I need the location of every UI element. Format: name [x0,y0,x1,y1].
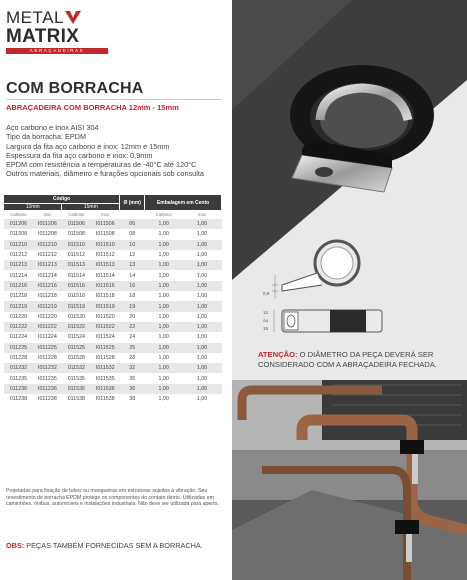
cell-pack-carbono: 1,00 [145,301,183,311]
dim-width-b: 15 [263,326,269,331]
cell-pack-inox: 1,00 [183,312,222,322]
cell-pack-carbono: 1,00 [145,353,183,363]
title-divider [6,99,221,100]
cell-code-15-inox: I011532 [91,363,120,373]
cell-diameter: 22 [120,322,145,332]
brand-line1: METAL [6,8,64,27]
cell-code-15-carbono: 011514 [62,270,91,280]
cell-code-12-inox: I011222 [33,322,62,332]
cell-pack-carbono: 1,00 [145,394,183,404]
cell-diameter: 12 [120,250,145,260]
obs-label: OBS: [6,541,25,550]
cell-pack-carbono: 1,00 [145,312,183,322]
cell-code-12-carbono: 011214 [4,270,33,280]
table-row [4,270,222,280]
page-title: COM BORRACHA [6,80,144,97]
table-row [4,373,222,383]
cell-code-12-carbono: 011228 [4,353,33,363]
cell-code-12-inox: I011212 [33,250,62,260]
spec-line: Espessura da fita aço carbono e inox: 0,9mm [6,150,153,160]
cell-diameter: 25 [120,343,145,353]
cell-code-12-inox: I011218 [33,291,62,301]
cell-code-15-inox: I011538 [91,394,120,404]
cell-diameter: 14 [120,270,145,280]
cell-pack-carbono: 1,00 [145,250,183,260]
cell-code-15-carbono: 011536 [62,384,91,394]
cell-code-12-inox: I011214 [33,270,62,280]
brand-logo [6,8,111,56]
table-row [4,332,222,342]
cell-code-15-carbono: 011513 [62,260,91,270]
cell-code-12-inox: I011208 [33,229,62,239]
cell-diameter: 18 [120,291,145,301]
table-row [4,384,222,394]
cell-code-15-inox: I011522 [91,322,120,332]
cell-pack-carbono: 1,00 [145,332,183,342]
cell-code-15-carbono: 011518 [62,291,91,301]
cell-code-15-inox: I011519 [91,301,120,311]
cell-diameter: 08 [120,229,145,239]
cell-diameter: 06 [120,219,145,229]
cell-diameter: 16 [120,281,145,291]
cell-pack-carbono: 1,00 [145,281,183,291]
cell-pack-inox: 1,00 [183,332,222,342]
cell-pack-inox: 1,00 [183,240,222,250]
cell-code-15-inox: I011535 [91,373,120,383]
header-15mm: 15mm [62,203,120,210]
cell-code-15-carbono: 011519 [62,301,91,311]
cell-code-15-inox: I011513 [91,260,120,270]
cell-code-15-carbono: 011528 [62,353,91,363]
cell-pack-carbono: 1,00 [145,291,183,301]
table-row [4,322,222,332]
cell-pack-carbono: 1,00 [145,373,183,383]
cell-code-15-carbono: 011524 [62,332,91,342]
cell-diameter: 38 [120,394,145,404]
spec-line: Largura da fita aço carbono e inox: 12mm e 15mm [6,141,170,151]
usage-note: Projetadas para fixação de tubos ou mangueiras em estruturas sujeitas à vibração. Seu revestimento de borracha EPDM protege os componentes do contato direto. Utilizadas em caminhões, ônibus, automóveis e instalações industriais. Não deve ser utilizada para aperto. [6,488,219,508]
warning-label: ATENÇÃO: [258,350,298,359]
cell-code-15-inox: I011508 [91,229,120,239]
clamp-product-image [262,60,462,210]
cell-diameter: 10 [120,240,145,250]
subheader-inox: Inox [198,212,206,217]
cell-pack-carbono: 1,00 [145,343,183,353]
header-codigo: Código [4,195,120,203]
cell-code-12-inox: I011225 [33,343,62,353]
cell-code-15-carbono: 011538 [62,394,91,404]
cell-pack-inox: 1,00 [183,322,222,332]
spec-line: Aço carbono e Inox AISI 304 [6,123,99,132]
cell-code-12-inox: I011228 [33,353,62,363]
cell-pack-inox: 1,00 [183,384,222,394]
cell-code-15-inox: I011518 [91,291,120,301]
cell-code-12-inox: I011232 [33,363,62,373]
cell-code-15-carbono: 011532 [62,363,91,373]
cell-code-15-inox: I011514 [91,270,120,280]
table-row [4,353,222,363]
cell-code-12-carbono: 011224 [4,332,33,342]
application-photo [232,380,467,580]
cell-pack-inox: 1,00 [183,291,222,301]
cell-code-12-inox: I011224 [33,332,62,342]
header-diameter: Ø (mm) [120,195,145,210]
cell-pack-inox: 1,00 [183,250,222,260]
cell-code-12-inox: I011213 [33,260,62,270]
obs-note [6,541,203,550]
cell-diameter: 32 [120,363,145,373]
brand-tagline: ABRAÇADEIRAS [6,48,108,54]
cell-code-12-carbono: 011238 [4,394,33,404]
header-embalagem: Embalagem em Cento [145,195,222,210]
cell-code-12-inox: I011236 [33,384,62,394]
table-row [4,363,222,373]
chevron-mark-icon [65,11,81,24]
cell-code-12-inox: I011219 [33,301,62,311]
spec-line: Outros materiais, diâmetro e furações opcionais sob consulta [6,169,204,179]
cell-code-15-carbono: 011508 [62,229,91,239]
cell-pack-carbono: 1,00 [145,219,183,229]
subheader-inox: Inox [101,212,110,217]
cell-pack-inox: 1,00 [183,281,222,291]
cell-pack-carbono: 1,00 [145,363,183,373]
cell-code-15-inox: I011528 [91,353,120,363]
cell-code-15-inox: I011510 [91,240,120,250]
cell-code-12-inox: I011235 [33,373,62,383]
spec-list [6,123,226,179]
cell-code-12-inox: I011206 [33,219,62,229]
cell-pack-carbono: 1,00 [145,260,183,270]
table-row [4,250,222,260]
cell-code-12-carbono: 011236 [4,384,33,394]
table-row [4,229,222,239]
cell-pack-inox: 1,00 [183,260,222,270]
cell-diameter: 20 [120,312,145,322]
cell-pack-carbono: 1,00 [145,240,183,250]
cell-code-15-inox: I011512 [91,250,120,260]
cell-pack-inox: 1,00 [183,363,222,373]
cell-diameter: 28 [120,353,145,363]
cell-code-12-inox: I011220 [33,312,62,322]
product-code-table [4,195,222,404]
cell-pack-inox: 1,00 [183,270,222,280]
cell-code-12-carbono: 011220 [4,312,33,322]
cell-pack-inox: 1,00 [183,394,222,404]
cell-code-15-inox: I011524 [91,332,120,342]
subheader-carbono: Carbono [155,212,172,217]
cell-code-15-inox: I011536 [91,384,120,394]
dim-width-or: ou [263,318,269,323]
cell-code-15-carbono: 011510 [62,240,91,250]
table-row [4,291,222,301]
cell-code-12-carbono: 011235 [4,373,33,383]
warning-note [258,350,463,369]
cell-code-15-carbono: 011506 [62,219,91,229]
cell-diameter: 36 [120,384,145,394]
cell-code-12-carbono: 011218 [4,291,33,301]
cell-pack-inox: 1,00 [183,353,222,363]
cell-code-15-inox: I011520 [91,312,120,322]
cell-pack-inox: 1,00 [183,343,222,353]
technical-drawing [262,225,402,345]
cell-code-15-inox: I011506 [91,219,120,229]
table-row [4,281,222,291]
cell-diameter: 24 [120,332,145,342]
cell-diameter: 13 [120,260,145,270]
cell-code-15-carbono: 011522 [62,322,91,332]
cell-pack-inox: 1,00 [183,301,222,311]
obs-text: PEÇAS TAMBÉM FORNECIDAS SEM A BORRACHA. [24,541,203,550]
subheader-carbono: Carbono [68,212,85,217]
cell-pack-carbono: 1,00 [145,229,183,239]
cell-diameter: 35 [120,373,145,383]
cell-pack-carbono: 1,00 [145,270,183,280]
cell-pack-inox: 1,00 [183,229,222,239]
cell-code-15-carbono: 011516 [62,281,91,291]
cell-code-12-carbono: 011222 [4,322,33,332]
table-row [4,394,222,404]
cell-code-12-inox: I011210 [33,240,62,250]
cell-pack-inox: 1,00 [183,219,222,229]
cell-code-12-carbono: 011208 [4,229,33,239]
table-row [4,301,222,311]
warning-text: O DIÂMETRO DA PEÇA DEVERÁ SER CONSIDERADO COM A ABRAÇADEIRA FECHADA. [258,350,437,369]
header-12mm: 12mm [4,203,62,210]
table-row [4,343,222,353]
cell-code-12-carbono: 011232 [4,363,33,373]
subheader-inox: Inox [43,212,52,217]
cell-code-12-inox: I011216 [33,281,62,291]
subheader-carbono: Carbono [10,212,27,217]
cell-diameter: 19 [120,301,145,311]
cell-code-12-carbono: 011213 [4,260,33,270]
cell-pack-carbono: 1,00 [145,322,183,332]
cell-code-15-carbono: 011512 [62,250,91,260]
cell-code-15-carbono: 011525 [62,343,91,353]
product-subtitle: ABRAÇADEIRA COM BORRACHA 12mm - 15mm [6,103,179,112]
cell-code-12-carbono: 011212 [4,250,33,260]
brand-line2: MATRIX [6,26,80,47]
cell-code-12-carbono: 011225 [4,343,33,353]
cell-code-15-carbono: 011535 [62,373,91,383]
cell-code-15-inox: I011525 [91,343,120,353]
spec-line: EPDM com resistência a temperaturas de -40°C até 120°C [6,160,197,170]
cell-code-12-carbono: 011216 [4,281,33,291]
dim-width-a: 12 [263,310,269,315]
cell-pack-inox: 1,00 [183,373,222,383]
table-row [4,219,222,229]
table-row [4,240,222,250]
table-row [4,312,222,322]
cell-code-15-inox: I011516 [91,281,120,291]
cell-code-15-carbono: 011520 [62,312,91,322]
cell-code-12-carbono: 011206 [4,219,33,229]
table-row [4,260,222,270]
cell-pack-carbono: 1,00 [145,384,183,394]
spec-line: Tipo da borracha: EPDM [6,132,87,142]
cell-code-12-carbono: 011219 [4,301,33,311]
dim-thickness-label: 0,9 [263,291,270,296]
cell-code-12-inox: I011238 [33,394,62,404]
cell-code-12-carbono: 011210 [4,240,33,250]
